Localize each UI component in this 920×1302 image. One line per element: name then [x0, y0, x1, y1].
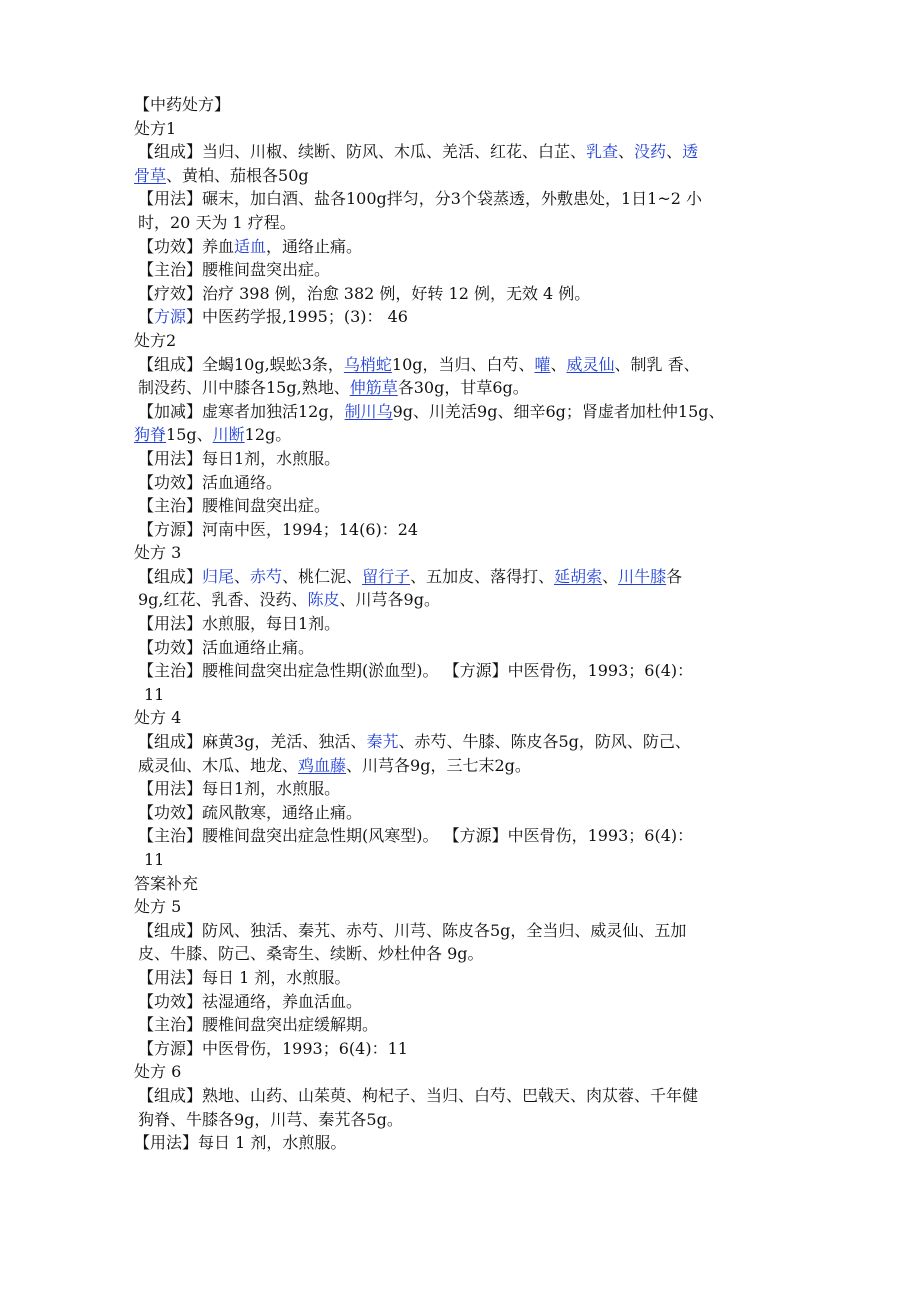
text-line [134, 117, 794, 141]
text-segment: 皮、牛膝、防己、桑寄生、续断、炒杜仲各 9g。 [138, 944, 484, 964]
text-line [134, 588, 794, 612]
text-line [134, 872, 794, 896]
text-line [134, 683, 794, 707]
text-segment: 【组成】全蝎10g,蜈蚣3条， [138, 354, 344, 374]
text-segment: 处方 6 [134, 1062, 182, 1082]
text-line [134, 1084, 794, 1108]
herb-link[interactable]: 嚾 [534, 354, 551, 374]
text-segment: 11 [144, 684, 165, 704]
text-segment: 【用法】每日1剂，水煎服。 [138, 779, 341, 799]
text-segment: 、桃仁泥、 [282, 566, 363, 586]
text-line [134, 895, 794, 919]
text-segment: 10g，当归、白芍、 [391, 354, 535, 374]
text-segment: 【用法】每日 1 剂，水煎服。 [138, 967, 351, 987]
text-segment: 【主治】腰椎间盘突出症缓解期。 [138, 1015, 379, 1035]
herb-link[interactable]: 川断 [212, 425, 245, 445]
text-line [134, 93, 794, 117]
text-segment: 【主治】腰椎间盘突出症。 [138, 496, 331, 516]
text-segment: 【用法】每日1剂，水煎服。 [138, 448, 341, 468]
text-line [134, 1037, 794, 1061]
text-line [134, 423, 794, 447]
text-segment: 【中药处方】 [134, 95, 231, 114]
herb-link[interactable]: 归尾 [202, 566, 235, 586]
text-line [134, 471, 794, 495]
herb-link[interactable]: 留行子 [362, 566, 411, 586]
herb-link[interactable]: 乳查 [586, 142, 619, 162]
text-line [134, 353, 794, 377]
text-segment: 11 [144, 850, 165, 869]
text-segment: ，通络止痛。 [266, 236, 363, 256]
text-segment: 【功效】祛湿通络，养血活血。 [138, 991, 363, 1011]
text-line [134, 848, 794, 872]
herb-link[interactable]: 方源 [154, 307, 187, 327]
text-segment: 、 [602, 566, 619, 586]
text-line [134, 565, 794, 589]
text-segment: 【功效】疏风散寒，通络止痛。 [138, 802, 363, 822]
text-line [134, 612, 794, 636]
herb-link[interactable]: 秦艽 [366, 732, 399, 752]
herb-link[interactable]: 赤芍 [250, 566, 283, 586]
herb-link[interactable]: 延胡索 [554, 566, 603, 586]
text-line [134, 376, 794, 400]
text-segment: 、川芎各9g。 [339, 590, 440, 610]
text-line [134, 447, 794, 471]
text-line [134, 636, 794, 660]
herb-link[interactable]: 适血 [234, 236, 267, 256]
text-segment: 各 [666, 566, 683, 586]
document-body [134, 93, 794, 1155]
text-line [134, 801, 794, 825]
text-segment: 、制乳 香、 [614, 354, 700, 374]
herb-link[interactable]: 透 [682, 142, 699, 162]
text-segment: 15g、 [166, 425, 213, 445]
text-segment: 狗脊、牛膝各9g，川芎、秦艽各5g。 [138, 1109, 403, 1129]
text-segment: 、川芎各9g，三七末2g。 [346, 755, 531, 775]
text-segment: 处方 5 [134, 897, 182, 917]
text-segment: 【 [138, 307, 155, 327]
herb-link[interactable]: 没药 [634, 142, 667, 162]
herb-link[interactable]: 骨草 [134, 165, 167, 185]
herb-link[interactable]: 川牛膝 [618, 566, 667, 586]
text-segment: 【组成】当归、川椒、续断、防风、木瓜、羌活、红花、白芷、 [138, 142, 587, 162]
text-segment: 】中医药学报,1995；(3)： 46 [186, 307, 408, 327]
text-line [134, 824, 794, 848]
text-segment: 9g,红花、乳香、没药、 [138, 590, 308, 610]
text-segment: 处方1 [134, 118, 177, 138]
text-line [134, 919, 794, 943]
herb-link[interactable]: 鸡血藤 [298, 755, 347, 775]
text-line [134, 1108, 794, 1132]
text-segment: 【主治】腰椎间盘突出症急性期(淤血型)。 【方源】中医骨伤，1993；6(4)： [138, 661, 694, 681]
text-line [134, 518, 794, 542]
text-line [134, 282, 794, 306]
text-segment: 9g、川羌活9g、细辛6g；肾虚者加杜仲15g、 [392, 401, 725, 421]
text-segment: 处方 4 [134, 708, 182, 728]
text-segment: 【主治】腰椎间盘突出症急性期(风寒型)。 【方源】中医骨伤，1993；6(4)： [138, 826, 694, 846]
herb-link[interactable]: 狗脊 [134, 425, 167, 445]
text-segment: 【功效】养血 [138, 236, 235, 256]
text-segment: 【用法】水煎服，每日1剂。 [138, 614, 341, 634]
text-line [134, 329, 794, 353]
text-line [134, 990, 794, 1014]
text-segment: 、 [550, 354, 567, 374]
text-segment: 、 [234, 566, 251, 586]
text-segment: 处方2 [134, 330, 177, 350]
herb-link[interactable]: 制川乌 [344, 401, 393, 421]
text-segment: 、 [666, 142, 683, 162]
text-line [134, 730, 794, 754]
text-line [134, 541, 794, 565]
text-segment: 【功效】活血通络。 [138, 472, 283, 492]
text-segment: 、五加皮、落得打、 [410, 566, 555, 586]
text-segment: 【加减】虚寒者加独活12g， [138, 401, 345, 421]
text-segment: 、黄柏、茄根各50g [166, 165, 309, 185]
text-line [134, 706, 794, 730]
text-line [134, 942, 794, 966]
text-line [134, 305, 794, 329]
text-line [134, 235, 794, 259]
text-line [134, 966, 794, 990]
text-line [134, 777, 794, 801]
text-line [134, 1013, 794, 1037]
text-segment: 【功效】活血通络止痛。 [138, 637, 315, 657]
text-segment: 【组成】 [138, 566, 203, 586]
herb-link[interactable]: 威灵仙 [566, 354, 615, 374]
text-segment: 各30g，甘草6g。 [397, 378, 529, 398]
text-segment: 【组成】防风、独活、秦艽、赤芍、川芎、陈皮各5g，全当归、威灵仙、五加 [138, 920, 687, 940]
text-line [134, 400, 794, 424]
herb-link[interactable]: 伸筋草 [349, 378, 398, 398]
text-line [134, 187, 794, 211]
text-segment: 【方源】河南中医，1994；14(6)：24 [138, 519, 419, 539]
text-line [134, 140, 794, 164]
text-segment: 处方 3 [134, 543, 182, 563]
text-segment: 、 [618, 142, 635, 162]
text-segment: 、赤芍、牛膝、陈皮各5g，防风、防己、 [398, 732, 691, 752]
text-segment: 【用法】碾末，加白酒、盐各100g拌匀，分3个袋蒸透，外敷患处，1日1~2 小 [138, 189, 702, 209]
herb-link[interactable]: 乌梢蛇 [343, 354, 392, 374]
text-line [134, 494, 794, 518]
text-line [134, 659, 794, 683]
text-segment: 【疗效】治疗 398 例，治愈 382 例，好转 12 例，无效 4 例。 [138, 283, 591, 303]
text-segment: 答案补充 [134, 873, 199, 893]
text-segment: 【用法】每日 1 剂，水煎服。 [134, 1133, 347, 1153]
text-line [134, 164, 794, 188]
text-line [134, 258, 794, 282]
text-line [134, 754, 794, 778]
text-segment: 【主治】腰椎间盘突出症。 [138, 260, 331, 280]
text-line [134, 211, 794, 235]
text-line [134, 1060, 794, 1084]
text-segment: 【方源】中医骨伤，1993；6(4)：11 [138, 1038, 408, 1058]
text-segment: 制没药、川中膝各15g,熟地、 [138, 378, 350, 398]
text-segment: 威灵仙、木瓜、地龙、 [138, 755, 299, 775]
text-segment: 【组成】熟地、山药、山茱萸、枸杞子、当归、白芍、巴戟天、肉苁蓉、千年健 [138, 1085, 699, 1105]
text-segment: 12g。 [244, 425, 292, 445]
text-segment: 时，20 天为 1 疗程。 [138, 212, 296, 232]
text-segment: 【组成】麻黄3g，羌活、独活、 [138, 732, 367, 752]
herb-link[interactable]: 陈皮 [307, 590, 340, 610]
text-line [134, 1131, 794, 1155]
